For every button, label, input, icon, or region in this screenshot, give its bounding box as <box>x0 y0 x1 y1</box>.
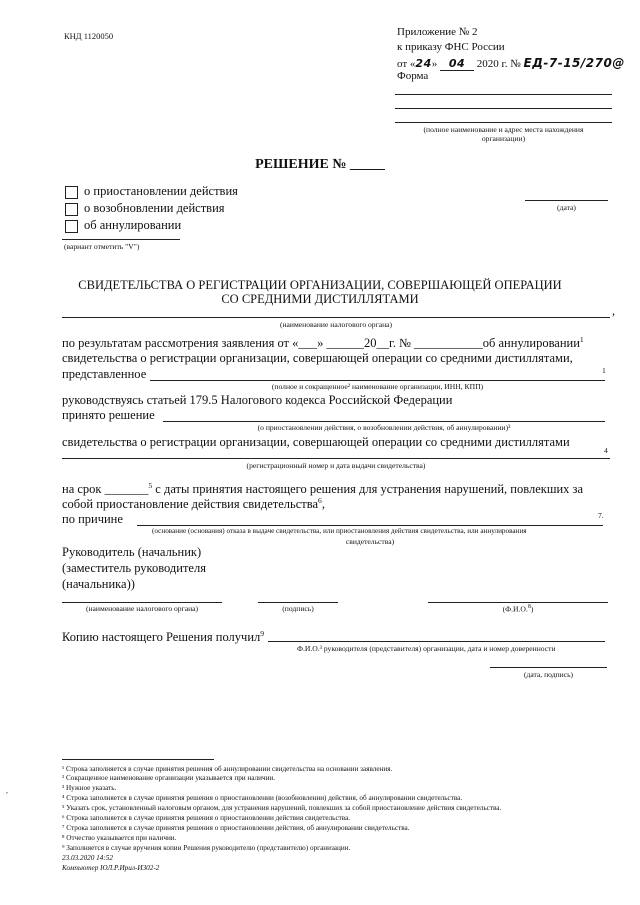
decision-type-caption: (о приостановлении действия, о возобновлении действия, об аннулировании)³ <box>257 423 511 432</box>
footnote-4: ⁴ Строка заполняется в случае принятия решения о приостановлении (возобновлении) действия, об аннулировании свидетельства. <box>62 794 463 802</box>
reason-caption-1: (основание (основания) отказа в выдаче свидетельства, или приостановления действия свидетельства, или аннулирования <box>152 527 527 535</box>
sign-authority-line <box>62 602 222 603</box>
body-line-1: по результатам рассмотрения заявления от «___» ______20__г. № ___________об аннулировании$^1$ <box>62 335 584 351</box>
option-suspend-label: о приостановлении действия <box>84 184 238 198</box>
body-line-5: принято решение <box>62 408 155 422</box>
sign-line <box>258 602 338 603</box>
reason-sup: 7. <box>598 511 604 520</box>
copy-received-label: Копию настоящего Решения получил$^9$ <box>62 629 265 645</box>
fio-line <box>428 602 608 603</box>
org-caption-2: организации) <box>481 134 526 143</box>
date-prefix: от « <box>397 58 416 70</box>
option-suspend-checkbox[interactable] <box>65 186 78 199</box>
footnote-6: ⁶ Строка заполняется в случае принятия решения о приостановлении действия свидетельства. <box>62 814 351 822</box>
date-day: 24 <box>415 57 432 70</box>
signer-role-2: (заместитель руководителя <box>62 561 206 575</box>
reg-number-sup: 4 <box>604 446 608 455</box>
date-line <box>525 200 608 201</box>
footnote-5: ⁵ Указать срок, установленный налоговым органом, для устранения нарушений, повлекших за собой приостановление действия свидетельства. <box>62 804 502 812</box>
applicant-sup: 1 <box>602 366 606 375</box>
copy-date-sign-caption: (дата, подпись) <box>523 670 574 679</box>
body-line-3: представленное <box>62 367 147 381</box>
footnote-2: ² Сокращенное наименование организации указывается при наличии. <box>62 774 276 782</box>
option-annul-checkbox[interactable] <box>65 220 78 233</box>
applicant-line <box>150 380 605 381</box>
footnote-3: ³ Нужное указать. <box>62 784 117 792</box>
order-number: ЕД-7-15/270@ <box>523 56 625 70</box>
footnote-1: ¹ Строка заполняется в случае принятия решения об аннулировании свидетельства на основании заявления. <box>62 765 393 773</box>
print-datetime: 23.03.2020 14:52 <box>62 854 113 862</box>
subtitle-line-1: СВИДЕТЕЛЬСТВА О РЕГИСТРАЦИИ ОРГАНИЗАЦИИ, СОВЕРШАЮЩЕЙ ОПЕРАЦИИ <box>78 278 562 292</box>
copy-received-line <box>268 641 605 642</box>
footnote-8: ⁸ Отчество указывается при наличии. <box>62 834 177 842</box>
body-line-4: руководствуясь статьей 179.5 Налогового кодекса Российской Федерации <box>62 393 453 407</box>
tax-authority-comma: , <box>612 304 616 318</box>
reason-caption-2: свидетельства) <box>345 537 395 546</box>
body-line-9: по причине <box>62 512 123 526</box>
reason-line <box>137 525 603 526</box>
option-resume-checkbox[interactable] <box>65 203 78 216</box>
knd-code: КНД 1120050 <box>64 31 114 41</box>
signer-role-3: (начальника)) <box>62 577 135 591</box>
date-month: 04 <box>440 57 474 71</box>
tax-authority-line <box>62 317 610 318</box>
appendix-label: Приложение № 2 <box>397 26 478 38</box>
date-year: 2020 г. № <box>476 58 521 70</box>
date-mid: » <box>431 58 438 70</box>
form-label: Форма <box>397 70 429 82</box>
copy-date-sign-line <box>490 667 607 668</box>
footnote-separator <box>62 759 214 760</box>
sign-authority-caption: (наименование налогового органа) <box>85 604 199 613</box>
fio-caption: (Ф.И.О.$^8$) <box>502 604 534 614</box>
option-annul-label: об аннулировании <box>84 218 182 232</box>
body-line-8: собой приостановление действия свидетельства$^6$, <box>62 496 325 512</box>
options-note: (вариант отметить "V") <box>64 242 140 251</box>
tax-authority-caption: (наименование налогового органа) <box>279 320 393 329</box>
decision-title: РЕШЕНИЕ № _____ <box>255 157 385 172</box>
subtitle-line-2: СО СРЕДНИМИ ДИСТИЛЛЯТАМИ <box>221 292 419 306</box>
date-caption: (дата) <box>557 203 576 212</box>
body-line-7: на срок _______$^5$ с даты принятия настоящего решения для устранения нарушений, повлекших за <box>62 481 584 497</box>
applicant-caption: (полное и сокращенное² наименование организации, ИНН, КПП) <box>271 382 484 391</box>
sign-caption: (подпись) <box>282 604 314 613</box>
org-line-2 <box>395 108 612 109</box>
decision-type-line <box>163 421 605 422</box>
options-underline <box>62 239 180 240</box>
body-line-6: свидетельства о регистрации организации, совершающей операции со средними дистиллятами <box>62 435 570 449</box>
org-line-3 <box>395 122 612 123</box>
reg-number-caption: (регистрационный номер и дата выдачи свидетельства) <box>246 461 426 470</box>
print-source: Компьютер ЮЛ.Р.Ирил-И302-2 <box>62 864 160 872</box>
margin-mark: , <box>6 786 8 795</box>
signer-role-1: Руководитель (начальник) <box>62 545 202 559</box>
copy-received-caption: Ф.И.О.³ руководителя (представителя) организации, дата и номер доверенности <box>297 644 556 653</box>
footnote-9: ⁹ Заполняется в случае вручения копии Решения руководителю (представителю) организации. <box>62 844 351 852</box>
footnote-7: ⁷ Строка заполняется в случае принятия решения о приостановлении действия, об аннулировании свидетельства. <box>62 824 410 832</box>
order-date-line <box>397 56 625 71</box>
org-caption-1: (полное наименование и адрес места нахождения <box>423 125 584 134</box>
org-line-1 <box>395 94 612 95</box>
reg-number-line <box>62 458 610 459</box>
option-resume-label: о возобновлении действия <box>84 201 225 215</box>
body-line-2: свидетельства о регистрации организации, совершающей операции со средними дистиллятами, <box>62 351 573 365</box>
order-line: к приказу ФНС России <box>397 41 505 53</box>
